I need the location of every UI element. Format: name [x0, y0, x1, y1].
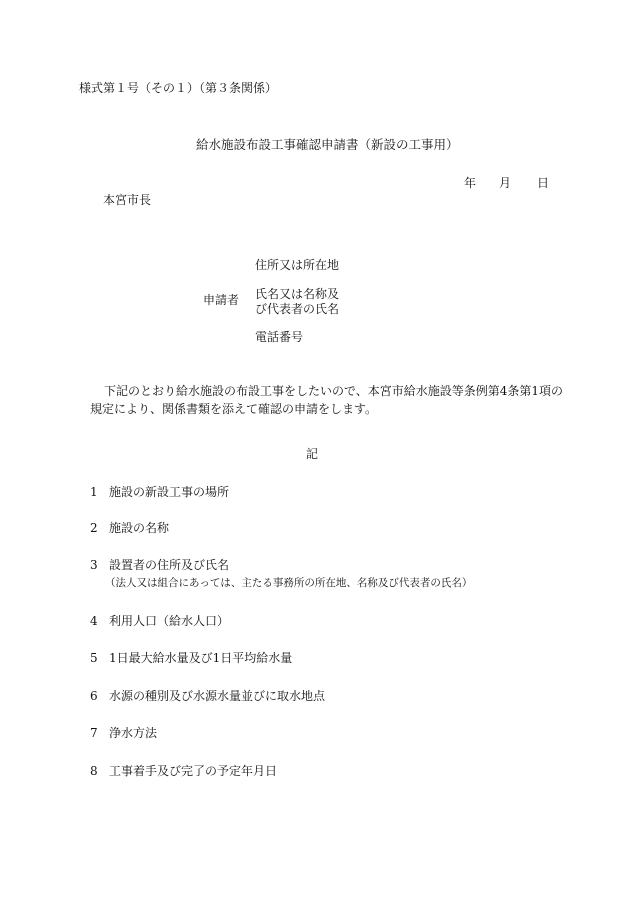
- list-item-text: 施設の新設工事の場所: [109, 485, 230, 499]
- applicant-name-label-line1: 氏名又は名称及: [255, 287, 340, 301]
- list-item-text: 施設の名称: [109, 521, 170, 535]
- form-number: 様式第１号（その１）（第３条関係）: [79, 81, 278, 95]
- list-item: [90, 484, 229, 500]
- list-item-text: 工事着手及び完了の予定年月日: [109, 764, 278, 778]
- body-text-line1: 下記のとおり給水施設の布設工事をしたいので、本宮市給水施設等条例第4条第1項の: [104, 384, 564, 398]
- applicant-label: 申請者: [203, 293, 240, 307]
- list-item: [90, 613, 229, 629]
- list-item-number: 2: [90, 521, 98, 535]
- applicant-name-label-line2: び代表者の氏名: [255, 302, 340, 316]
- list-item: [90, 725, 157, 741]
- list-item-number: 1: [90, 485, 98, 499]
- list-item: [90, 557, 229, 573]
- list-item-number: 3: [90, 558, 98, 572]
- list-item: [90, 520, 169, 536]
- applicant-address-label: 住所又は所在地: [255, 258, 340, 272]
- addressee: 本宮市長: [103, 193, 152, 207]
- ki-heading: 記: [306, 447, 319, 461]
- list-item-text: 水源の種別及び水源水量並びに取水地点: [109, 689, 326, 703]
- list-item-number: 8: [90, 764, 98, 778]
- applicant-phone-label: 電話番号: [255, 330, 304, 344]
- list-item: [90, 650, 292, 666]
- list-item-number: 7: [90, 726, 98, 740]
- list-item-number: 4: [90, 614, 98, 628]
- document-title: 給水施設布設工事確認申請書（新設の工事用）: [196, 137, 459, 152]
- list-item-text: 利用人口（給水人口）: [109, 614, 230, 628]
- list-item: [90, 763, 277, 779]
- list-item-note: （法人又は組合にあっては、主たる事務所の所在地、名称及び代表者の氏名）: [105, 577, 473, 589]
- list-item-number: 6: [90, 689, 98, 703]
- list-item-text: 浄水方法: [109, 726, 158, 740]
- list-item: [90, 688, 325, 704]
- list-item-text: 1日最大給水量及び1日平均給水量: [109, 651, 293, 665]
- date-year-label: 年: [464, 176, 477, 190]
- body-text-line2: 規定により、関係書類を添えて確認の申請をします。: [90, 402, 378, 416]
- list-item-text: 設置者の住所及び氏名: [109, 558, 230, 572]
- date-day-label: 日: [537, 176, 550, 190]
- date-month-label: 月: [499, 176, 512, 190]
- list-item-number: 5: [90, 651, 98, 665]
